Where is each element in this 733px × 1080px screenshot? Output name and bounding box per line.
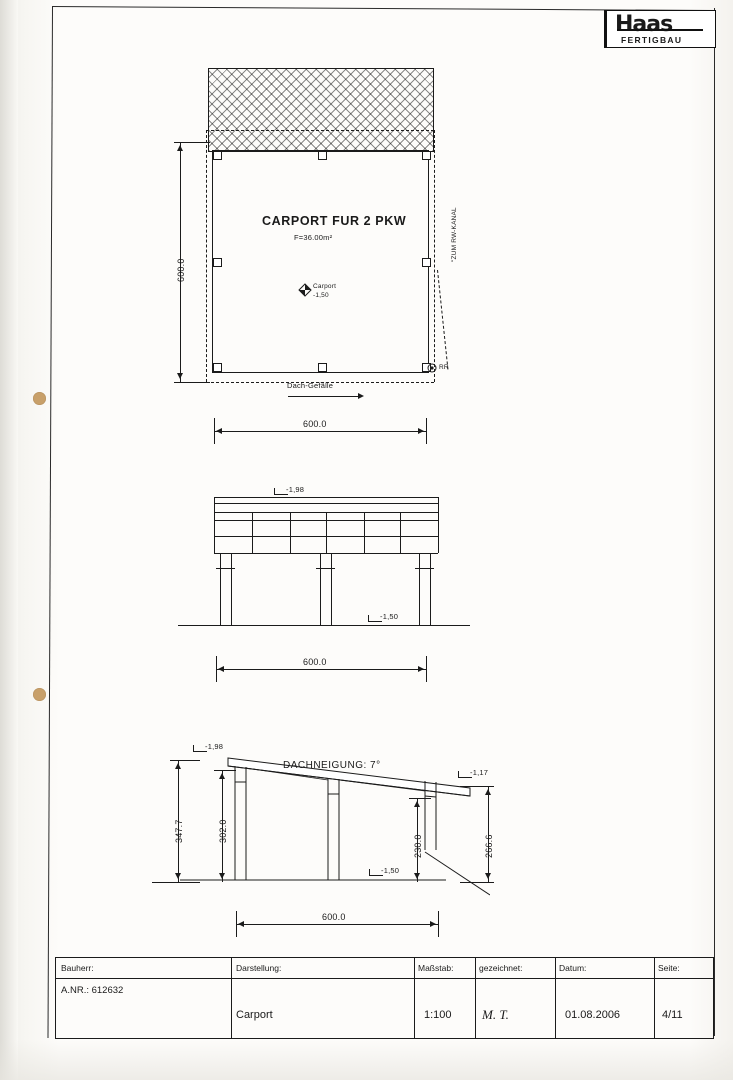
front-top-level-tick — [274, 488, 275, 495]
title-block-separator — [555, 958, 556, 1038]
title-block-separator — [231, 958, 232, 1038]
side-bottom-level-tick — [369, 869, 370, 876]
title-block-separator — [475, 958, 476, 1038]
front-dim-tick-left — [216, 656, 217, 682]
plan-post — [422, 151, 431, 160]
side-dim-266-tick-bottom — [460, 882, 494, 883]
front-fascia-edge-left — [214, 497, 215, 553]
side-dim-230-text: 230.0 — [413, 834, 423, 858]
side-dim-bottom-text: 600.0 — [322, 912, 346, 922]
plan-dim-left-tick-top — [174, 142, 210, 143]
downpipe-icon — [426, 362, 438, 374]
front-post-bracket — [216, 568, 235, 569]
front-fascia-edge-right — [438, 497, 439, 553]
front-post-mid-edge — [331, 553, 332, 625]
logo-brand-text: Haas — [615, 12, 673, 37]
roof-slope-arrow-icon — [358, 393, 364, 399]
front-fascia-line — [214, 553, 438, 554]
plan-post — [213, 363, 222, 372]
plan-roof-edge-right — [434, 130, 435, 382]
title-block-separator — [414, 958, 415, 1038]
front-fascia-slat — [290, 512, 291, 553]
front-post-bracket — [415, 568, 434, 569]
hole-punch-icon — [33, 688, 46, 701]
dim-arrow-left-icon — [216, 428, 222, 434]
side-dim-bottom-line — [236, 924, 438, 925]
hole-punch-icon — [33, 392, 46, 405]
front-top-level-leader — [274, 494, 288, 495]
front-fascia-slat — [326, 512, 327, 553]
dim-arrow-right-icon — [418, 666, 424, 672]
side-dim-bottom-tick-right — [438, 911, 439, 937]
rr-label: RR — [439, 364, 449, 371]
side-dim-bottom-tick-left — [236, 911, 237, 937]
side-dim-266-text: 266.6 — [484, 834, 494, 858]
label-gezeichnet: gezeichnet: — [479, 963, 523, 973]
plan-outline-bottom — [212, 372, 429, 373]
dim-arrow-left-icon — [218, 666, 224, 672]
dim-arrow-down-icon — [485, 873, 491, 879]
title-block — [55, 957, 714, 1039]
plan-level-label: Carport — [313, 283, 337, 290]
roof-slope-arrow-line — [288, 396, 360, 397]
front-dim-text: 600.0 — [303, 657, 327, 667]
plan-dim-left-tick-bottom — [174, 382, 210, 383]
plan-dim-bottom-text: 600.0 — [303, 419, 327, 429]
front-roof-top — [214, 497, 438, 498]
front-fascia-slat — [364, 512, 365, 553]
value-datum: 01.08.2006 — [565, 1009, 621, 1021]
side-dim-347-tick-bottom — [152, 882, 200, 883]
side-dim-347-tick-top — [170, 760, 200, 761]
plan-roof-edge-left — [206, 130, 207, 382]
front-ground-line — [178, 625, 470, 626]
value-darstellung: Carport — [236, 1009, 273, 1021]
plan-dim-bottom-line — [214, 431, 426, 432]
front-post-bracket — [316, 568, 335, 569]
plan-dim-left-text: 600.0 — [176, 258, 186, 282]
roof-slope-label: Dach-Gefälle — [287, 381, 334, 390]
front-fascia-slat — [252, 512, 253, 553]
plan-post — [318, 151, 327, 160]
dim-arrow-down-icon — [414, 873, 420, 879]
scan-edge-shadow-left — [0, 0, 18, 1080]
dim-arrow-down-icon — [175, 873, 181, 879]
dim-arrow-up-icon — [485, 789, 491, 795]
dim-arrow-right-icon — [430, 921, 436, 927]
front-post-right-edge — [419, 553, 420, 625]
dim-arrow-down-icon — [177, 373, 183, 379]
value-gezeichnet: M. T. — [482, 1007, 509, 1022]
side-top-level-leader — [193, 751, 207, 752]
dim-arrow-up-icon — [414, 801, 420, 807]
side-top-level-tick — [193, 745, 194, 752]
plan-dim-bottom-tick-right — [426, 418, 427, 444]
roof-hatch-area — [208, 68, 434, 152]
front-dim-tick-right — [426, 656, 427, 682]
title-block-separator — [654, 958, 655, 1038]
side-bottom-level-leader — [369, 875, 383, 876]
front-roof-under — [214, 503, 438, 504]
dim-arrow-up-icon — [219, 773, 225, 779]
front-post-left-edge — [231, 553, 232, 625]
title-block-header-separator — [56, 978, 713, 979]
plan-roof-edge-top — [206, 130, 434, 131]
level-marker-icon — [298, 283, 312, 297]
logo-subtitle-text: FERTIGBAU — [621, 35, 683, 45]
side-dim-302-text: 302.0 — [218, 819, 228, 843]
label-massstab: Maßstab: — [418, 963, 454, 973]
side-bottom-level-text: -1,50 — [381, 866, 400, 875]
label-darstellung: Darstellung: — [236, 963, 282, 973]
front-post-right-edge — [430, 553, 431, 625]
front-fascia-slat — [400, 512, 401, 553]
side-dim-302-tick-top — [214, 770, 236, 771]
company-logo — [604, 10, 716, 48]
side-dim-230-tick-top — [409, 798, 431, 799]
value-seite: 4/11 — [662, 1009, 683, 1021]
logo-strike-line — [617, 29, 703, 31]
sheet-frame-right — [714, 8, 715, 1036]
plan-post — [422, 258, 431, 267]
plan-area-label: F=36.00m² — [294, 233, 333, 242]
front-bottom-level-text: -1,50 — [380, 612, 399, 621]
side-dim-266-tick-top — [460, 786, 494, 787]
front-post-mid-edge — [320, 553, 321, 625]
side-dim-347-text: 347.7 — [174, 819, 184, 843]
front-bottom-level-leader — [368, 621, 382, 622]
dim-arrow-up-icon — [177, 145, 183, 151]
scan-edge-shadow-bottom — [0, 1040, 733, 1080]
side-top-level-text: -1,98 — [205, 742, 224, 751]
label-datum: Datum: — [559, 963, 587, 973]
plan-dim-bottom-tick-left — [214, 418, 215, 444]
dim-arrow-down-icon — [219, 873, 225, 879]
value-massstab: 1:100 — [424, 1009, 452, 1021]
plan-post — [213, 151, 222, 160]
side-eave-level-leader — [458, 777, 472, 778]
dim-arrow-right-icon — [418, 428, 424, 434]
value-bauherr: A.NR.: 612632 — [61, 985, 124, 996]
dim-arrow-left-icon — [238, 921, 244, 927]
front-dim-line — [216, 669, 426, 670]
dim-arrow-up-icon — [175, 763, 181, 769]
plan-post — [318, 363, 327, 372]
roof-pitch-label: DACHNEIGUNG: 7° — [283, 760, 381, 771]
front-top-level-text: -1,98 — [286, 485, 305, 494]
side-eave-level-tick — [458, 771, 459, 778]
side-eave-level-text: -1,17 — [470, 768, 489, 777]
label-seite: Seite: — [658, 963, 680, 973]
plan-title: CARPORT FUR 2 PKW — [262, 214, 407, 228]
rainwater-canal-label: "ZUM RW-KANAL — [451, 207, 458, 262]
front-bottom-level-tick — [368, 615, 369, 622]
plan-level-value: -1,50 — [313, 292, 329, 299]
plan-post — [213, 258, 222, 267]
label-bauherr: Bauherr: — [61, 963, 94, 973]
front-post-left-edge — [220, 553, 221, 625]
